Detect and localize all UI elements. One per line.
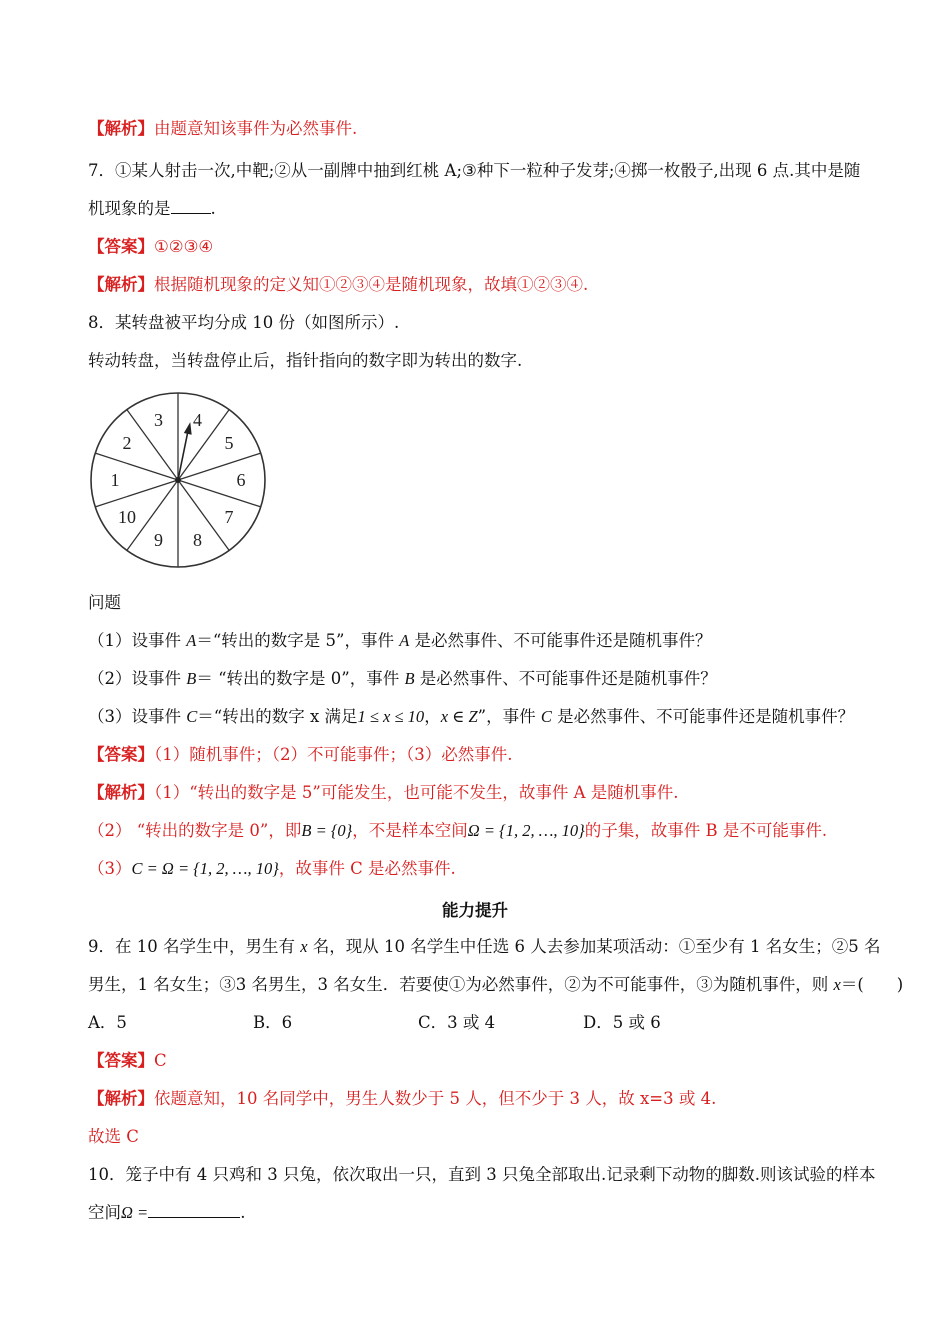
- q9-line1-var: x: [300, 937, 308, 956]
- analysis-tag: 【解析】: [88, 119, 154, 138]
- wheel-spoke: [95, 453, 178, 480]
- q8-p1-b: ＝“转出的数字是 5”，事件: [196, 631, 400, 650]
- q8-p3-sep: ，: [424, 707, 441, 726]
- q6-analysis: [88, 118, 357, 140]
- q8-a3-b: ，故事件 C 是必然事件.: [278, 859, 456, 878]
- q9-option-b: B．6: [253, 1013, 293, 1032]
- q8-p3-var2: C: [540, 707, 552, 726]
- wheel-number-label: 4: [192, 410, 202, 431]
- wheel-number-label: 7: [224, 507, 234, 528]
- q8-question-label: 问题: [88, 593, 121, 612]
- wheel-number-label: 5: [224, 432, 234, 453]
- q8-p2-a: （2）设事件: [88, 669, 187, 688]
- q8-p2-var2: B: [404, 669, 415, 688]
- q7-line2: [88, 198, 216, 220]
- q8-a2-omega: Ω = {1, 2, …, 10}: [467, 821, 585, 840]
- q10-line1: 10．笼子中有 4 只鸡和 3 只兔，依次取出一只，直到 3 只兔全部取出.记录剩下动物的脚数.则该试验的样本: [88, 1165, 876, 1184]
- q10-omega: Ω =: [121, 1203, 149, 1222]
- q7-answer: [88, 236, 213, 258]
- wheel-spoke: [95, 480, 178, 507]
- q8-part1: [88, 630, 712, 652]
- q10-line2: [88, 1202, 245, 1224]
- section-title: 能力提升: [442, 901, 508, 920]
- q8-a3-a: （3）: [88, 859, 132, 878]
- wheel-spoke: [127, 410, 178, 480]
- q8-answer-text: （1）随机事件；（2）不可能事件；（3）必然事件.: [154, 745, 513, 764]
- q8-analysis-1-text: （1）“转出的数字是 5”可能发生，也可能不发生，故事件 A 是随机事件.: [154, 783, 679, 802]
- q7-analysis-text: 根据随机现象的定义知①②③④是随机现象，故填①②③④.: [154, 275, 589, 294]
- q9-line1-a: 9．在 10 名学生中，男生有: [88, 937, 301, 956]
- q7-answer-blank: [171, 198, 211, 214]
- q10-answer-blank: [148, 1202, 240, 1218]
- analysis-tag: 【解析】: [88, 1089, 154, 1108]
- spinner-wheel-figure: [88, 390, 273, 575]
- q7-analysis: [88, 274, 588, 296]
- q8-p1-var: A: [186, 631, 197, 650]
- q8-p3-ineq: 1 ≤ x ≤ 10: [357, 707, 425, 726]
- q9-line2-b: ＝( ): [840, 975, 904, 994]
- q9-option-c: C．3 或 4: [418, 1013, 496, 1032]
- wheel-spoke: [178, 480, 261, 507]
- q8-a3-expr: C = Ω = {1, 2, …, 10}: [131, 859, 279, 878]
- wheel-spoke: [178, 480, 229, 550]
- wheel-number-label: 10: [118, 507, 137, 528]
- q8-a2-b: ，不是样本空间: [352, 821, 468, 840]
- q8-a2-a: （2） “转出的数字是 0”，即: [88, 821, 302, 840]
- q8-a2-c: 的子集，故事件 B 是不可能事件.: [584, 821, 828, 840]
- q8-p2-b: ＝ “转出的数字是 0”，事件: [196, 669, 405, 688]
- q8-answer: [88, 744, 513, 766]
- q8-analysis-2: [88, 820, 827, 842]
- q9-analysis: [88, 1088, 716, 1110]
- q7-line2-text: 机现象的是: [88, 199, 171, 218]
- q9-option-d: D．5 或 6: [583, 1013, 661, 1032]
- q9-line2: [88, 974, 903, 996]
- q9-option-a: A．5: [88, 1013, 127, 1032]
- q10-line2-end: .: [240, 1203, 246, 1222]
- wheel-number-label: 3: [154, 410, 164, 431]
- answer-tag: 【答案】: [88, 237, 154, 256]
- wheel-number-label: 8: [192, 529, 202, 550]
- q8-p3-b: ＝“转出的数字 x 满足: [197, 707, 358, 726]
- q8-p2-var: B: [186, 669, 197, 688]
- q8-p3-a: （3）设事件: [88, 707, 187, 726]
- analysis-tag: 【解析】: [88, 783, 154, 802]
- q8-analysis-1: [88, 782, 679, 804]
- q7-answer-text: ①②③④: [154, 237, 214, 256]
- q8-p1-var2: A: [399, 631, 410, 650]
- q7-line2-end: .: [210, 199, 216, 218]
- wheel-number-label: 9: [154, 529, 164, 550]
- q9-analysis-text: 依题意知，10 名同学中，男生人数少于 5 人，但不少于 3 人，故 x=3 或 4.: [154, 1089, 717, 1108]
- pointer-arrow: [178, 421, 194, 480]
- wheel-number-label: 6: [236, 470, 246, 490]
- analysis-tag: 【解析】: [88, 275, 154, 294]
- q8-p3-var: C: [186, 707, 198, 726]
- q8-p2-c: 是必然事件、不可能事件还是随机事件？: [414, 669, 717, 688]
- q9-line2-a: 男生，1 名女生；③3 名男生，3 名女生．若要使①为必然事件，②为不可能事件，③为随机事件，则: [88, 975, 834, 994]
- q9-conclusion: 故选 C: [88, 1127, 139, 1146]
- q9-line1-b: 名，现从 10 名学生中任选 6 人去参加某项活动：①至少有 1 名女生；②5 名: [307, 937, 881, 956]
- q9-answer-text: C: [154, 1051, 167, 1070]
- q8-p3-c: ”，事件: [477, 707, 541, 726]
- answer-tag: 【答案】: [88, 1051, 154, 1070]
- wheel-number-label: 2: [122, 432, 132, 453]
- q9-answer: [88, 1050, 167, 1072]
- q7-line1: 7．①某人射击一次,中靶;②从一副牌中抽到红桃 A;③种下一粒种子发芽;④掷一枚骰子,出现 6 点.其中是随: [88, 161, 861, 180]
- q9-line2-var: x: [833, 975, 841, 994]
- answer-tag: 【答案】: [88, 745, 154, 764]
- q8-analysis-3: [88, 858, 456, 880]
- q8-p1-c: 是必然事件、不可能事件还是随机事件？: [409, 631, 712, 650]
- q8-p3-d: 是必然事件、不可能事件还是随机事件？: [551, 707, 855, 726]
- q8-p1-a: （1）设事件: [88, 631, 187, 650]
- q8-line2: 转动转盘，当转盘停止后，指针指向的数字即为转出的数字.: [88, 351, 523, 370]
- q8-part2: [88, 668, 717, 690]
- q8-part3: [88, 706, 854, 728]
- wheel-center: [175, 477, 181, 483]
- q10-line2-a: 空间: [88, 1203, 121, 1222]
- q6-analysis-text: 由题意知该事件为必然事件.: [154, 119, 358, 138]
- q8-a2-set: B = {0}: [301, 821, 353, 840]
- q9-line1: [88, 936, 881, 958]
- wheel-spoke: [178, 453, 261, 480]
- q8-line1: 8．某转盘被平均分成 10 份（如图所示）.: [88, 313, 400, 332]
- wheel-number-label: 1: [110, 470, 120, 490]
- q8-p3-set: x ∈ Z: [440, 707, 478, 726]
